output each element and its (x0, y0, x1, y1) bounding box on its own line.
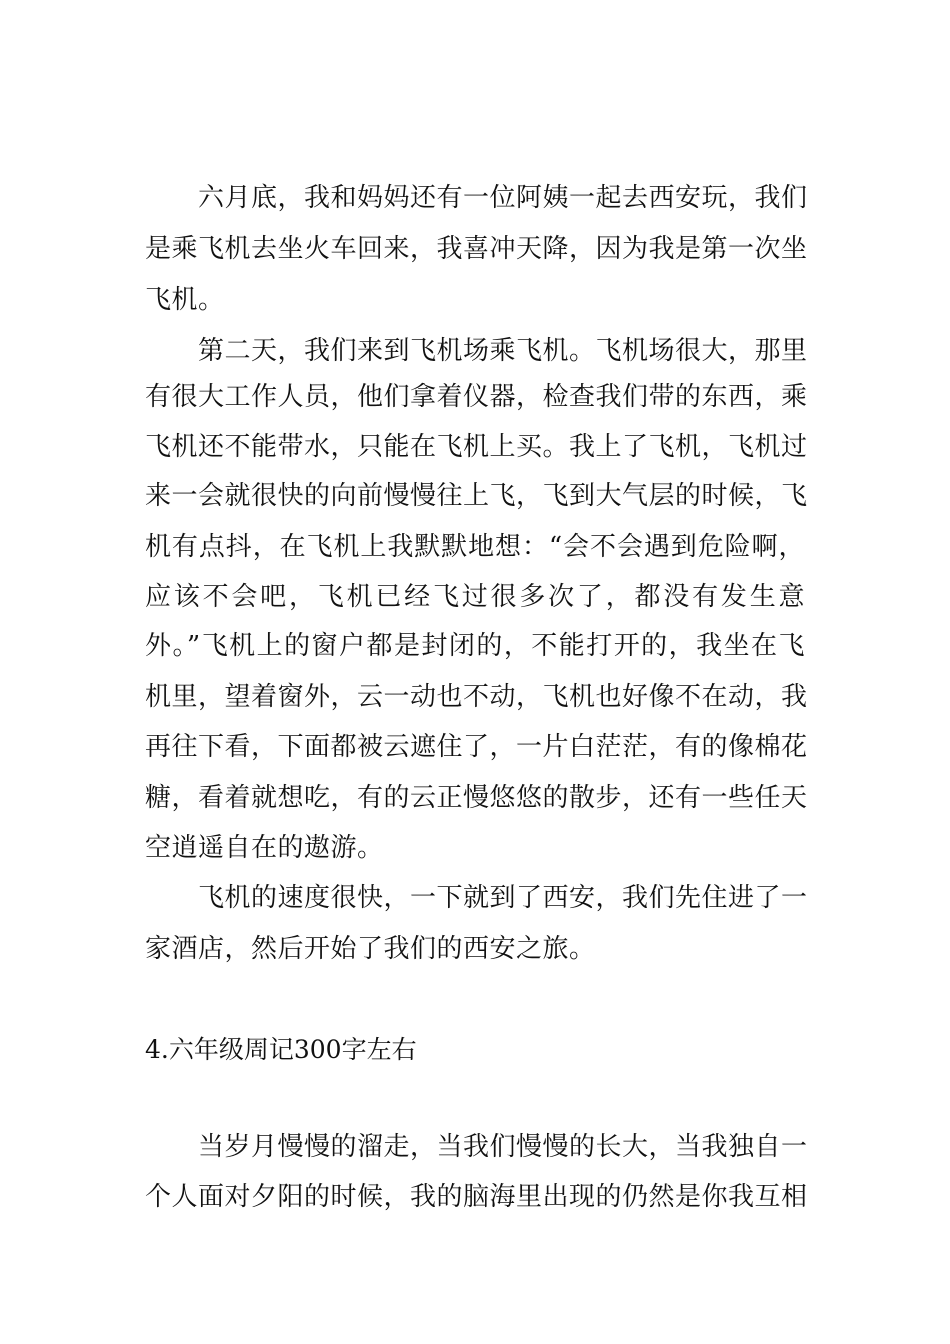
paragraph-2-line-9: 再往下看，下面都被云遮住了，一片白茫茫，有的像棉花 (145, 732, 808, 762)
section-paragraph-line-1: 当岁月慢慢的溜走，当我们慢慢的长大，当我独自一 (198, 1132, 808, 1162)
paragraph-2-line-4: 来一会就很快的向前慢慢往上飞，飞到大气层的时候，飞 (145, 481, 808, 511)
section-heading: 4.六年级周记300字左右 (145, 1035, 417, 1064)
paragraph-3-line-2: 家酒店，然后开始了我们的西安之旅。 (145, 934, 596, 964)
paragraph-2-line-3: 飞机还不能带水，只能在飞机上买。我上了飞机，飞机过 (145, 432, 808, 462)
section-paragraph-line-2: 个人面对夕阳的时候，我的脑海里出现的仍然是你我互相 (145, 1182, 808, 1212)
paragraph-1-line-2: 是乘飞机去坐火车回来，我喜冲天降，因为我是第一次坐 (145, 234, 808, 264)
paragraph-2-line-11: 空逍遥自在的遨游。 (145, 833, 384, 863)
paragraph-2-line-6: 应该不会吧，飞机已经飞过很多次了，都没有发生意 (145, 582, 805, 612)
paragraph-2-line-5: 机有点抖，在飞机上我默默地想：“会不会遇到危险啊， (145, 532, 805, 562)
paragraph-2-line-8: 机里，望着窗外，云一动也不动，飞机也好像不在动，我 (145, 682, 808, 712)
paragraph-1-line-3: 飞机。 (145, 285, 225, 315)
paragraph-3-line-1: 飞机的速度很快，一下就到了西安，我们先住进了一 (198, 883, 808, 913)
paragraph-2-line-1: 第二天，我们来到飞机场乘飞机。飞机场很大，那里 (198, 336, 808, 366)
paragraph-1-line-1: 六月底，我和妈妈还有一位阿姨一起去西安玩，我们 (198, 183, 808, 213)
paragraph-2-line-10: 糖，看着就想吃，有的云正慢悠悠的散步，还有一些任天 (145, 783, 808, 813)
paragraph-2-line-7: 外。”飞机上的窗户都是封闭的，不能打开的，我坐在飞 (145, 631, 805, 661)
paragraph-2-line-2: 有很大工作人员，他们拿着仪器，检查我们带的东西，乘 (145, 382, 808, 412)
